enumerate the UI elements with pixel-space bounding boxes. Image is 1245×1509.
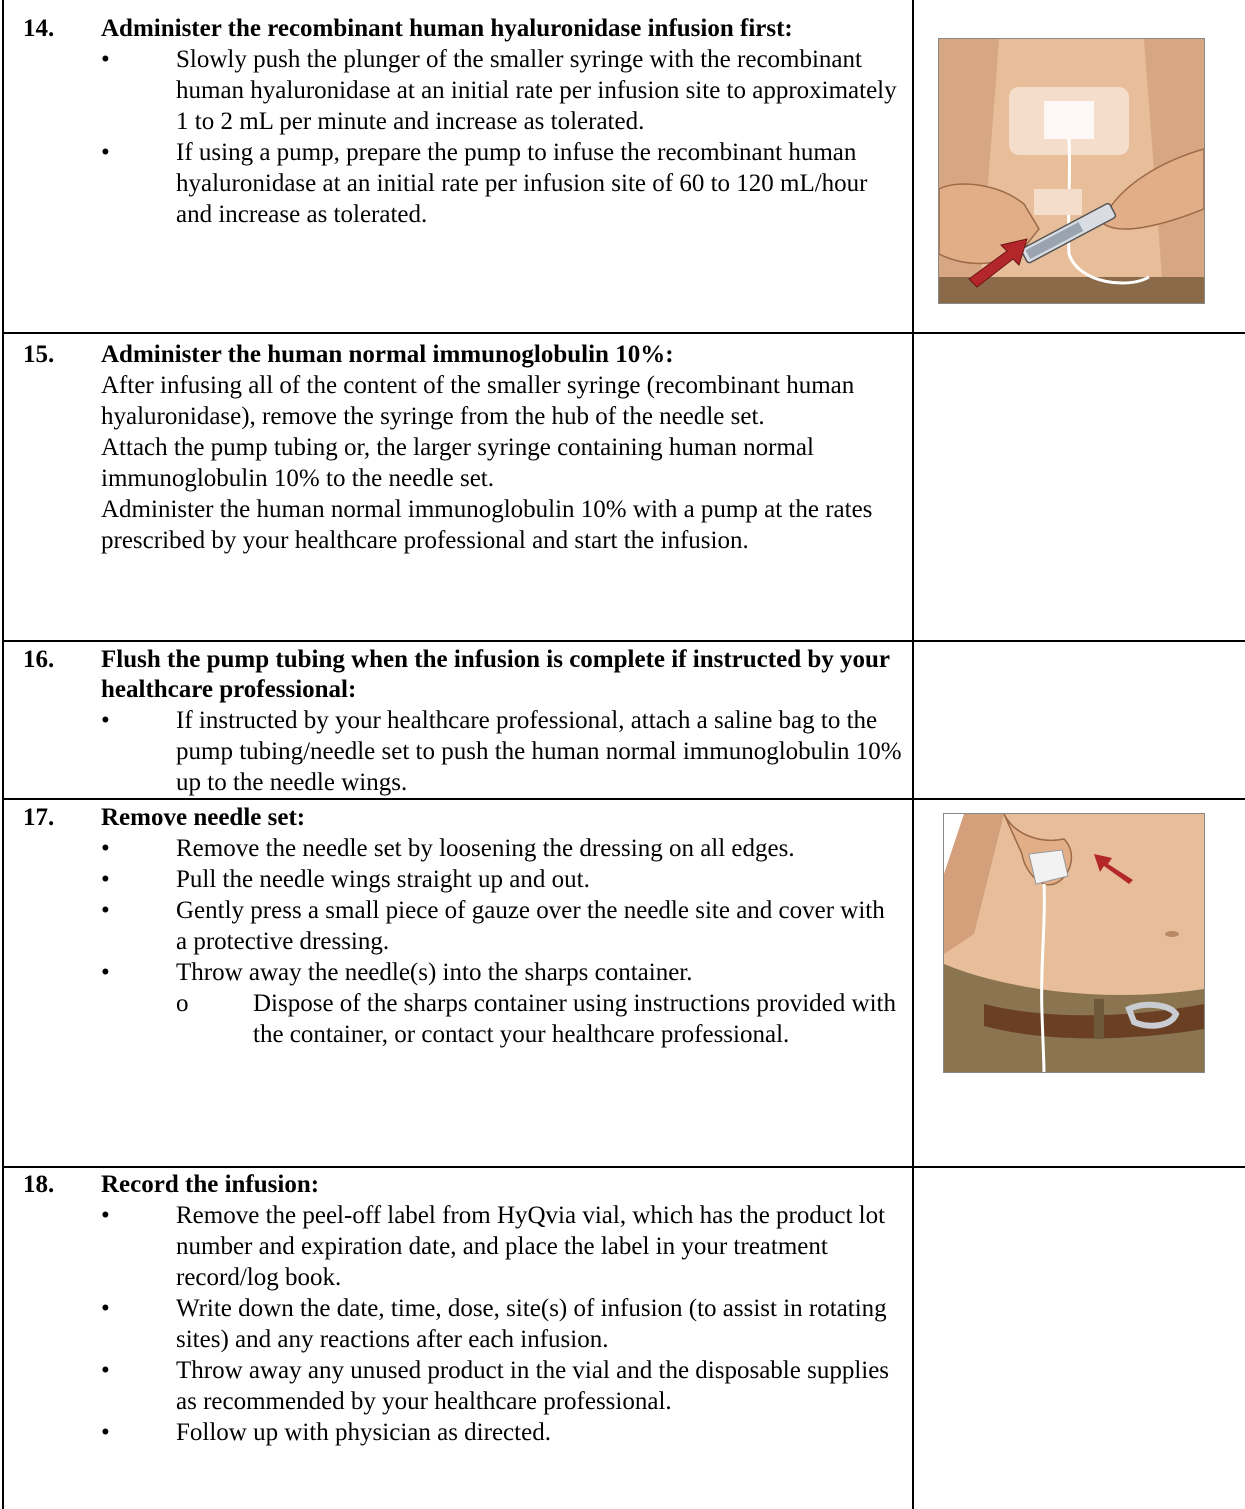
bullet-item <box>101 957 902 1050</box>
bullet-item: • Follow up with physician as directed. <box>101 1417 902 1448</box>
paragraph: After infusing all of the content of the smaller syringe (recombinant human hyaluronidase), remove the syringe from the hub of the needle set. <box>101 372 855 430</box>
step-number: 17. <box>23 804 55 831</box>
step-title: Remove needle set: <box>101 804 306 831</box>
instruction-table <box>2 0 1245 1509</box>
step-text-cell <box>3 1167 913 1509</box>
illustration-cell <box>913 799 1245 1167</box>
step-text-cell <box>3 799 913 1167</box>
paragraph: Attach the pump tubing or, the larger syringe containing human normal immunoglobulin 10% to the needle set. <box>101 434 814 492</box>
step-title: Administer the recombinant human hyaluronidase infusion first: <box>101 15 793 42</box>
bullet-item: • Write down the date, time, dose, site(s) of infusion (to assist in rotating sites) and any reactions after each infusion. <box>101 1293 902 1355</box>
empty-cell <box>913 1167 1245 1509</box>
step-row-18 <box>3 1167 1245 1509</box>
paragraph: Administer the human normal immunoglobulin 10% with a pump at the rates prescribed by your healthcare professional and start the infusion. <box>101 496 873 554</box>
bullet-list <box>101 1200 902 1448</box>
bullet-item: • If using a pump, prepare the pump to infuse the recombinant human hyaluronidase at an initial rate per infusion site of 60 to 120 mL/hour and increase as tolerated. <box>101 137 902 230</box>
step-title: Record the infusion: <box>101 1171 320 1198</box>
bullet-item: • If instructed by your healthcare professional, attach a saline bag to the pump tubing/needle set to push the human normal immunoglobulin 10% up to the needle wings. <box>101 705 902 798</box>
step-row-15 <box>3 333 1245 641</box>
step-text-cell <box>3 0 913 333</box>
step-number: 15. <box>23 341 55 368</box>
bullet-item: • Remove the peel-off label from HyQvia vial, which has the product lot number and expiration date, and place the label in your treatment record/log book. <box>101 1200 902 1293</box>
bullet-item: • Throw away any unused product in the vial and the disposable supplies as recommended by your healthcare professional. <box>101 1355 902 1417</box>
step-row-17 <box>3 799 1245 1167</box>
bullet-item: • Slowly push the plunger of the smaller syringe with the recombinant human hyaluronidase at an initial rate per infusion site to approximately 1 to 2 mL per minute and increase as tolerated. <box>101 44 902 137</box>
bullet-list <box>101 705 902 798</box>
step-number: 16. <box>23 646 55 673</box>
illustration-cell <box>913 0 1245 333</box>
sub-bullet-item: o Dispose of the sharps container using instructions provided with the container, or contact your healthcare professional. <box>176 988 902 1050</box>
step-number: 18. <box>23 1171 55 1198</box>
empty-cell <box>913 641 1245 799</box>
step-row-14 <box>3 0 1245 333</box>
step-title: Administer the human normal immunoglobulin 10%: <box>101 341 674 368</box>
step-title: Flush the pump tubing when the infusion is complete if instructed by your healthcare professional: <box>101 646 890 703</box>
empty-cell <box>913 333 1245 641</box>
bullet-item: • Remove the needle set by loosening the dressing on all edges. <box>101 833 902 864</box>
bullet-text: Throw away the needle(s) into the sharps container. <box>176 959 693 986</box>
step-number: 14. <box>23 15 55 42</box>
sub-bullet-list <box>176 988 902 1050</box>
step-text-cell <box>3 641 913 799</box>
step-text-cell <box>3 333 913 641</box>
needle-removal-illustration <box>943 813 1205 1073</box>
hyaluronidase-injection-illustration <box>938 38 1205 304</box>
step-row-16 <box>3 641 1245 799</box>
bullet-item: • Pull the needle wings straight up and out. <box>101 864 902 895</box>
bullet-list <box>101 833 902 1050</box>
bullet-list <box>101 44 902 230</box>
bullet-item: • Gently press a small piece of gauze over the needle site and cover with a protective dressing. <box>101 895 902 957</box>
